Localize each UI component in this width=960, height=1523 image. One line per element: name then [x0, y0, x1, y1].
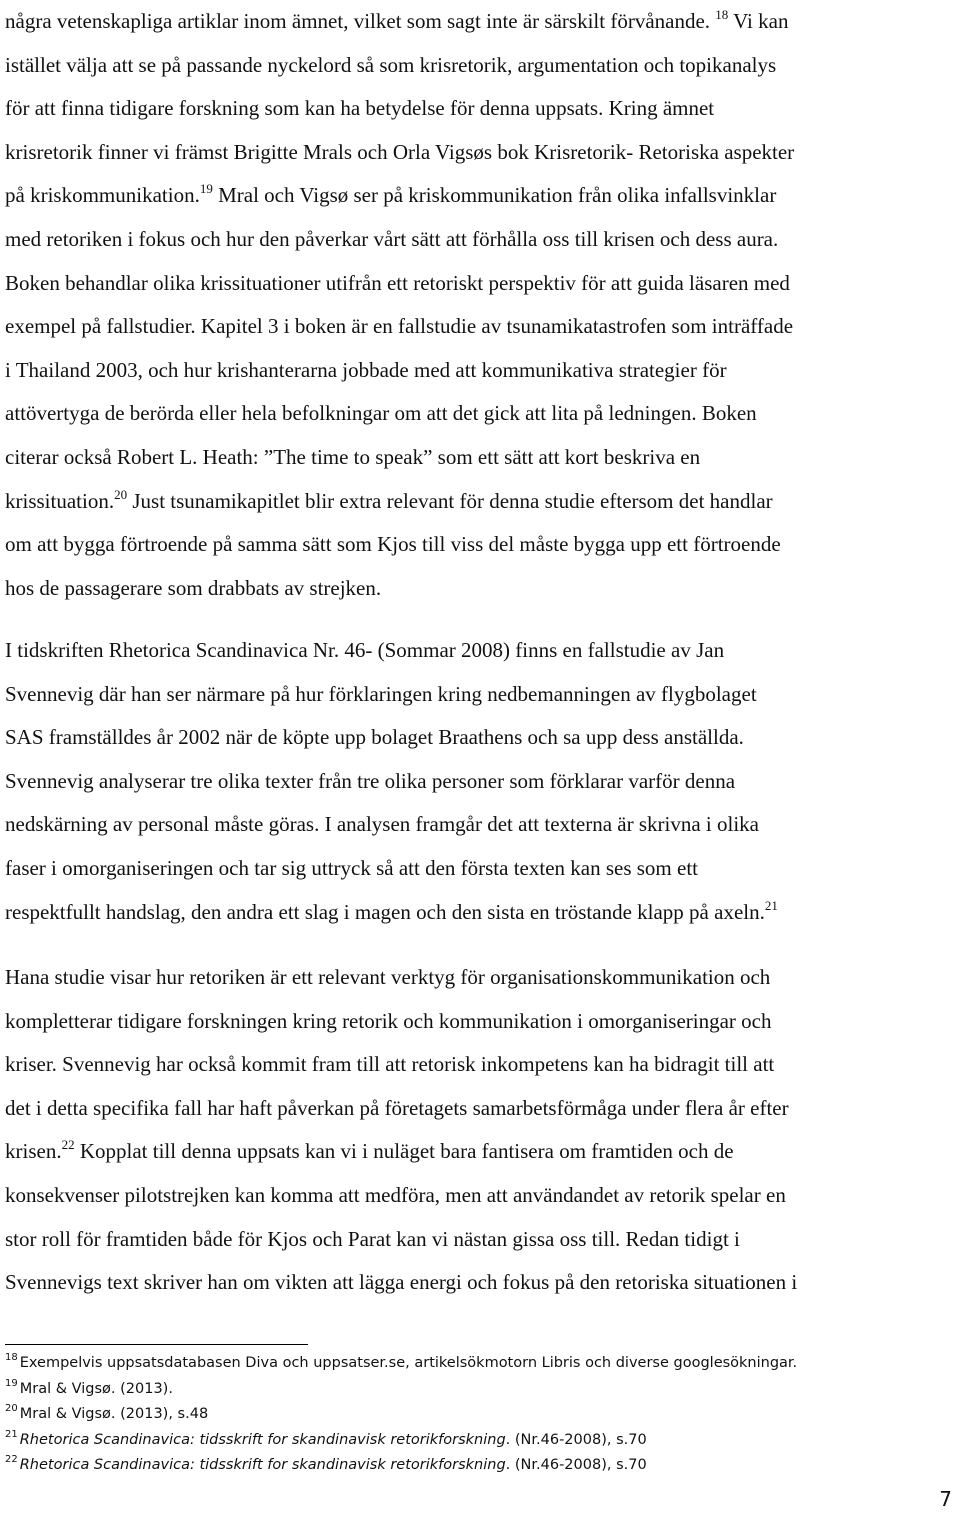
- footnote-number: 22: [5, 1454, 18, 1466]
- text-segment: faser i omorganiseringen och tar sig uttryck så att den första texten kan ses som ett: [5, 855, 698, 880]
- footnote-reference: 22: [61, 1137, 75, 1153]
- footnote-reference: 19: [199, 181, 213, 197]
- footnote-number: 20: [5, 1403, 18, 1415]
- footnote-source-title: Rhetorica Scandinavica: tidsskrift for skandinavisk retorikforskning: [19, 1431, 506, 1448]
- text-segment: det i detta specifika fall har haft påverkan på företagets samarbetsförmåga under flera år efter: [5, 1095, 789, 1120]
- footnote-number: 19: [5, 1377, 18, 1389]
- text-line: [5, 1043, 960, 1087]
- text-line: [5, 305, 960, 349]
- text-segment: attövertyga de berörda eller hela befolkningar om att det gick att lita på ledningen. Boken: [5, 401, 757, 426]
- text-line: [5, 1218, 960, 1262]
- text-line: [5, 349, 960, 393]
- text-line: [5, 629, 960, 673]
- text-segment: Kopplat till denna uppsats kan vi i nuläget bara fantisera om framtiden och de: [74, 1139, 734, 1164]
- text-line: [5, 567, 960, 611]
- footnotes: [5, 1351, 955, 1479]
- text-line: [5, 803, 960, 847]
- text-segment: Vi kan: [728, 9, 789, 33]
- text-segment: hos de passagerare som drabbats av strejken.: [5, 575, 382, 600]
- text-segment: med retoriken i fokus och hur den påverkar vårt sätt att förhålla oss till krisen och dess aura.: [5, 226, 779, 251]
- text-segment: Svennevigs text skriver han om vikten att lägga energi och fokus på den retoriska situationen i: [5, 1270, 798, 1295]
- text-segment: Mral och Vigsø ser på kriskommunikation från olika infallsvinklar: [212, 183, 777, 208]
- text-line: [5, 1130, 960, 1174]
- paragraph-rhetorica-scandinavica: [5, 629, 960, 934]
- text-line: [5, 392, 960, 436]
- text-line: [5, 480, 960, 524]
- text-segment: Boken behandlar olika krissituationer utifrån ett retoriskt perspektiv för att guida läsaren med: [5, 270, 790, 295]
- text-line: [5, 716, 960, 760]
- text-segment: i Thailand 2003, och hur krishanterarna jobbade med att kommunikativa strategier för: [5, 357, 727, 382]
- footnote-text: Mral & Vigsø. (2013).: [19, 1380, 173, 1397]
- text-segment: kriser. Svennevig har också kommit fram till att retorisk inkompetens kan ha bidragit till att: [5, 1052, 775, 1077]
- text-segment: respektfullt handslag, den andra ett slag i magen och den sista en tröstande klapp på axeln.: [5, 899, 765, 924]
- text-line: [5, 523, 960, 567]
- footnote: [5, 1453, 955, 1479]
- text-line: [5, 87, 960, 131]
- footnote: [5, 1402, 955, 1428]
- text-segment: nedskärning av personal måste göras. I analysen framgår det att texterna är skrivna i olika: [5, 812, 759, 837]
- text-segment: krisretorik finner vi främst Brigitte Mrals och Orla Vigsøs bok Krisretorik- Retoriska aspekter: [5, 139, 795, 164]
- text-segment: I tidskriften Rhetorica Scandinavica Nr. 46- (Sommar 2008) finns en fallstudie av Jan: [5, 638, 725, 662]
- footnote-reference: 18: [715, 7, 729, 22]
- text-segment: kompletterar tidigare forskningen kring retorik och kommunikation i omorganiseringar och: [5, 1008, 772, 1033]
- text-line: [5, 1000, 960, 1044]
- paragraph-previous-research: [5, 0, 960, 610]
- text-line: [5, 891, 960, 935]
- footnote: [5, 1428, 955, 1454]
- footnote-number: 18: [5, 1352, 18, 1363]
- text-line: [5, 1087, 960, 1131]
- page-number: 7: [939, 1487, 952, 1511]
- text-segment: på kriskommunikation.: [5, 183, 200, 208]
- footnote: [5, 1377, 955, 1403]
- text-segment: för att finna tidigare forskning som kan ha betydelse för denna uppsats. Kring ämnet: [5, 96, 715, 121]
- footnote: [5, 1351, 955, 1377]
- footnote-text: Mral & Vigsø. (2013), s.48: [19, 1406, 209, 1423]
- text-line: [5, 673, 960, 717]
- text-segment: krisen.: [5, 1139, 62, 1164]
- footnote-text: . (Nr.46-2008), s.70: [505, 1457, 647, 1474]
- paragraph-study-relevance: [5, 956, 960, 1305]
- text-segment: några vetenskapliga artiklar inom ämnet, vilket som sagt inte är särskilt förvånande.: [5, 9, 716, 33]
- footnote-number: 21: [5, 1428, 18, 1440]
- text-line: [5, 174, 960, 218]
- text-line: [5, 1261, 960, 1305]
- text-line: [5, 436, 960, 480]
- text-line: [5, 956, 960, 1000]
- text-segment: Just tsunamikapitlet blir extra relevant för denna studie eftersom det handlar: [127, 488, 773, 513]
- footnote-reference: 21: [764, 897, 778, 913]
- text-line: [5, 0, 960, 44]
- text-segment: om att bygga förtroende på samma sätt som Kjos till viss del måste bygga upp ett förtroende: [5, 532, 781, 557]
- footnote-text: . (Nr.46-2008), s.70: [505, 1431, 647, 1448]
- text-line: [5, 1174, 960, 1218]
- text-segment: Svennevig analyserar tre olika texter från tre olika personer som förklarar varför denna: [5, 768, 736, 793]
- text-line: [5, 44, 960, 88]
- footnote-reference: 20: [114, 486, 128, 502]
- text-segment: istället välja att se på passande nyckelord så som krisretorik, argumentation och topikanalys: [5, 52, 777, 77]
- footnote-separator: [5, 1344, 308, 1345]
- text-line: [5, 262, 960, 306]
- text-segment: krissituation.: [5, 488, 115, 513]
- footnote-source-title: Rhetorica Scandinavica: tidsskrift for skandinavisk retorikforskning: [19, 1457, 506, 1474]
- text-segment: Svennevig där han ser närmare på hur förklaringen kring nedbemanningen av flygbolaget: [5, 681, 757, 706]
- text-segment: exempel på fallstudier. Kapitel 3 i boken är en fallstudie av tsunamikatastrofen som inträffade: [5, 314, 794, 339]
- text-segment: citerar också Robert L. Heath: ”The time to speak” som ett sätt att kort beskriva en: [5, 444, 701, 469]
- text-segment: SAS framställdes år 2002 när de köpte upp bolaget Braathens och sa upp dess anställda.: [5, 725, 744, 750]
- text-line: [5, 131, 960, 175]
- text-line: [5, 847, 960, 891]
- text-segment: konsekvenser pilotstrejken kan komma att medföra, men att användandet av retorik spelar en: [5, 1182, 786, 1207]
- text-segment: Hana studie visar hur retoriken är ett relevant verktyg för organisationskommunikation och: [5, 965, 771, 989]
- text-line: [5, 760, 960, 804]
- text-segment: stor roll för framtiden både för Kjos och Parat kan vi nästan gissa oss till. Redan tidigt i: [5, 1226, 740, 1251]
- text-line: [5, 218, 960, 262]
- footnote-text: Exempelvis uppsatsdatabasen Diva och uppsatser.se, artikelsökmotorn Libris och diverse googlesökningar.: [19, 1355, 798, 1371]
